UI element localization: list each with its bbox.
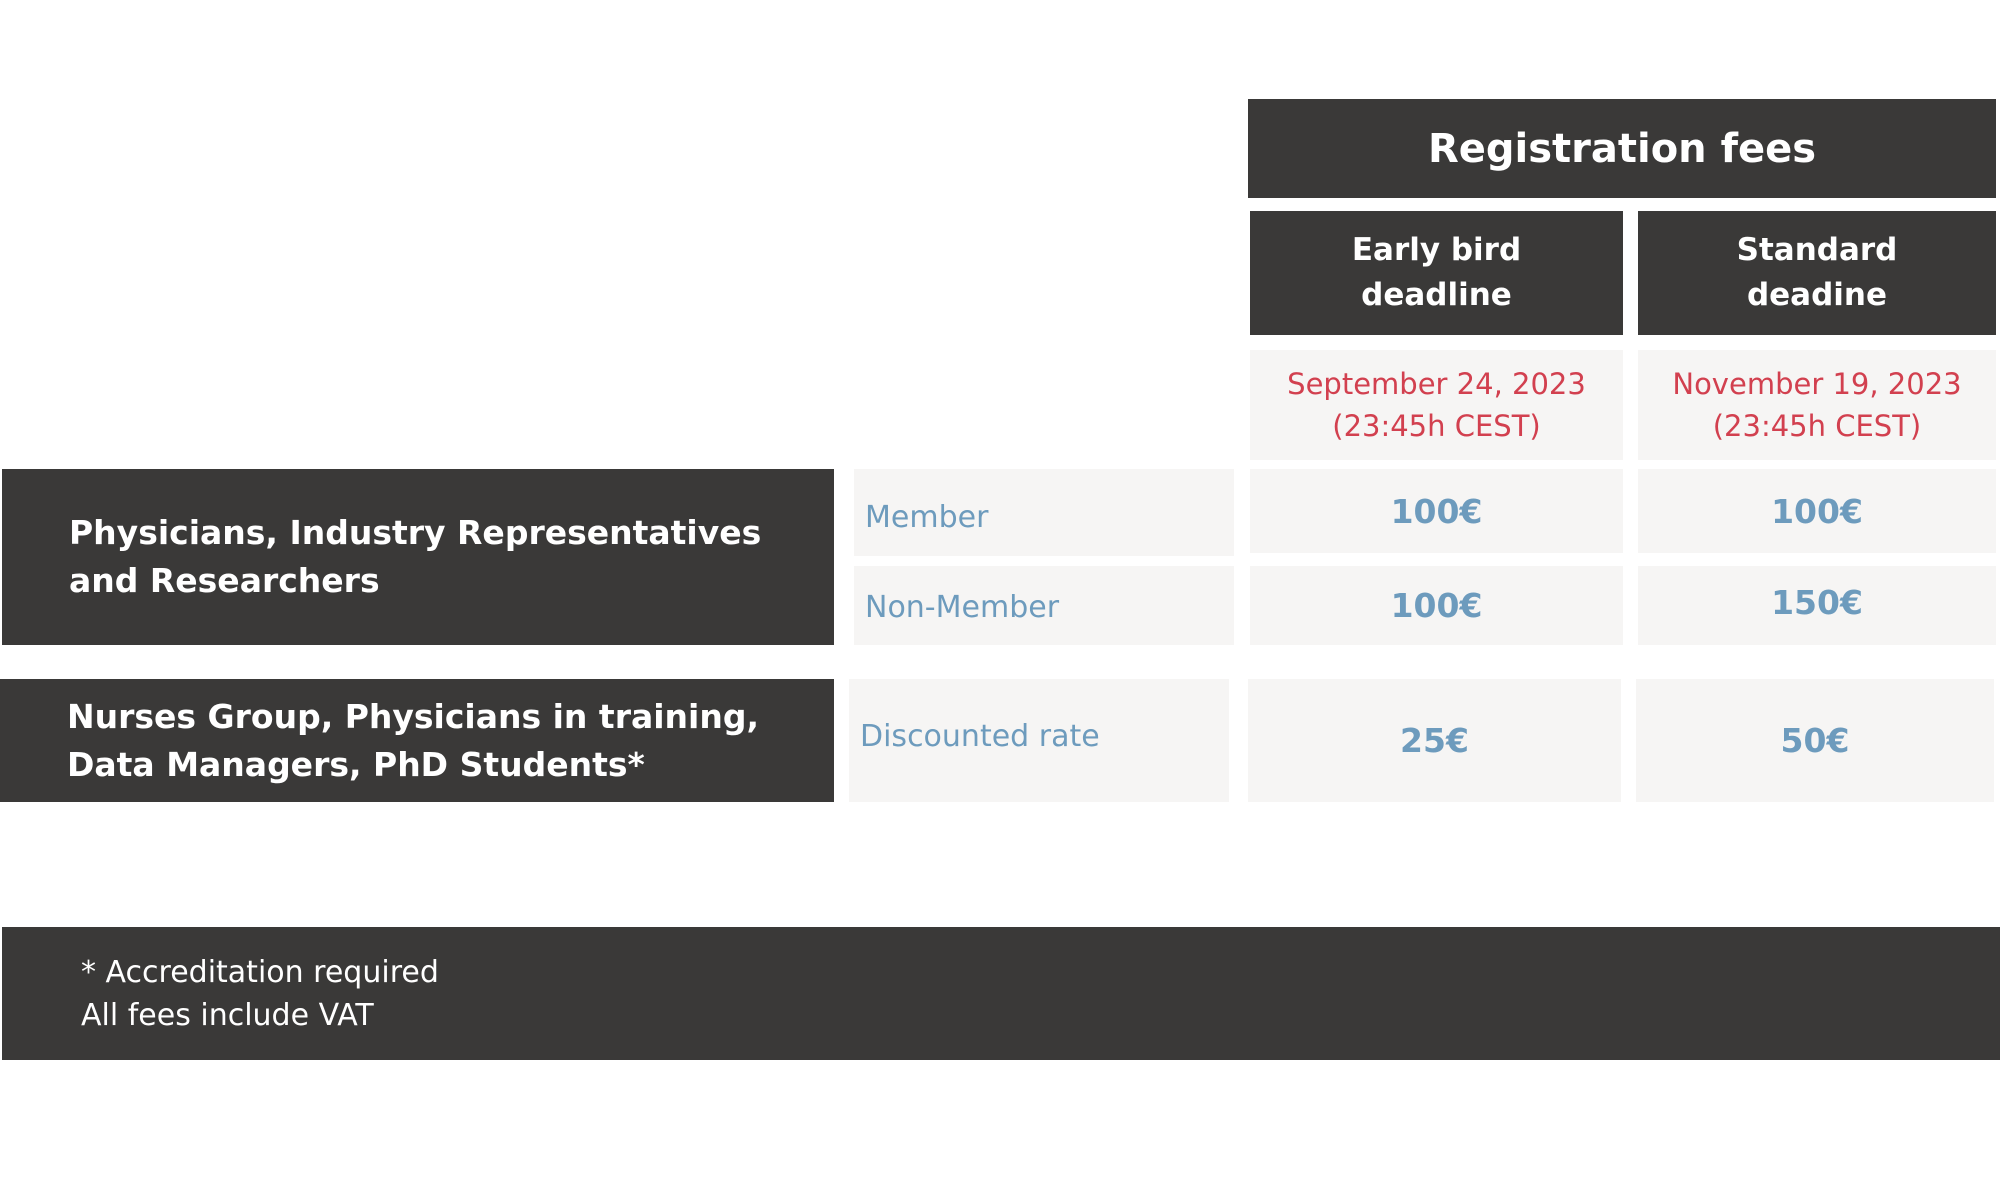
standard-header-line2: deadine [1746,277,1888,313]
group-label-nurses [0,679,834,802]
early-bird-column-header [1250,211,1623,335]
registration-fees-title: Registration fees [1427,125,1817,172]
price-value: 150€ [1771,583,1863,622]
price-member-standard [1638,469,1996,553]
early-bird-header-line1: Early bird [1351,232,1522,268]
price-value: 100€ [1390,586,1483,625]
price-discounted-standard [1636,679,1994,802]
price-value: 100€ [1771,491,1863,531]
category-label: Member [865,500,989,535]
price-value: 100€ [1390,491,1483,531]
group-label-line1: Nurses Group, Physicians in training, [67,696,760,736]
footer-notes [2,927,2000,1060]
vat-note: All fees include VAT [81,997,374,1033]
price-discounted-early-bird [1248,679,1621,802]
standard-date-line2: (23:45h CEST) [1712,409,1922,443]
standard-date-line1: November 19, 2023 [1672,367,1962,401]
category-member [854,469,1234,556]
accreditation-note: * Accreditation required [81,954,439,990]
price-non-member-standard [1638,566,1996,645]
standard-column-header [1638,211,1996,335]
category-label: Non-Member [865,590,1060,625]
price-non-member-early-bird [1250,566,1623,645]
early-bird-deadline-date [1250,350,1623,460]
early-bird-date-line2: (23:45h CEST) [1332,409,1541,443]
group-label-line2: Data Managers, PhD Students* [67,744,645,784]
group-label-physicians [2,469,834,645]
category-non-member [854,566,1234,645]
price-value: 50€ [1780,721,1850,760]
early-bird-date-line1: September 24, 2023 [1287,367,1586,401]
group-label-line1: Physicians, Industry Representatives [69,513,762,552]
registration-fees-header [1248,99,1996,198]
early-bird-header-line2: deadline [1361,277,1512,313]
category-label: Discounted rate [860,719,1100,754]
price-value: 25€ [1400,721,1469,760]
category-discounted-rate [849,679,1229,802]
price-member-early-bird [1250,469,1623,553]
standard-header-line1: Standard [1736,232,1898,268]
group-label-line2: and Researchers [69,561,380,600]
standard-deadline-date [1638,350,1996,460]
